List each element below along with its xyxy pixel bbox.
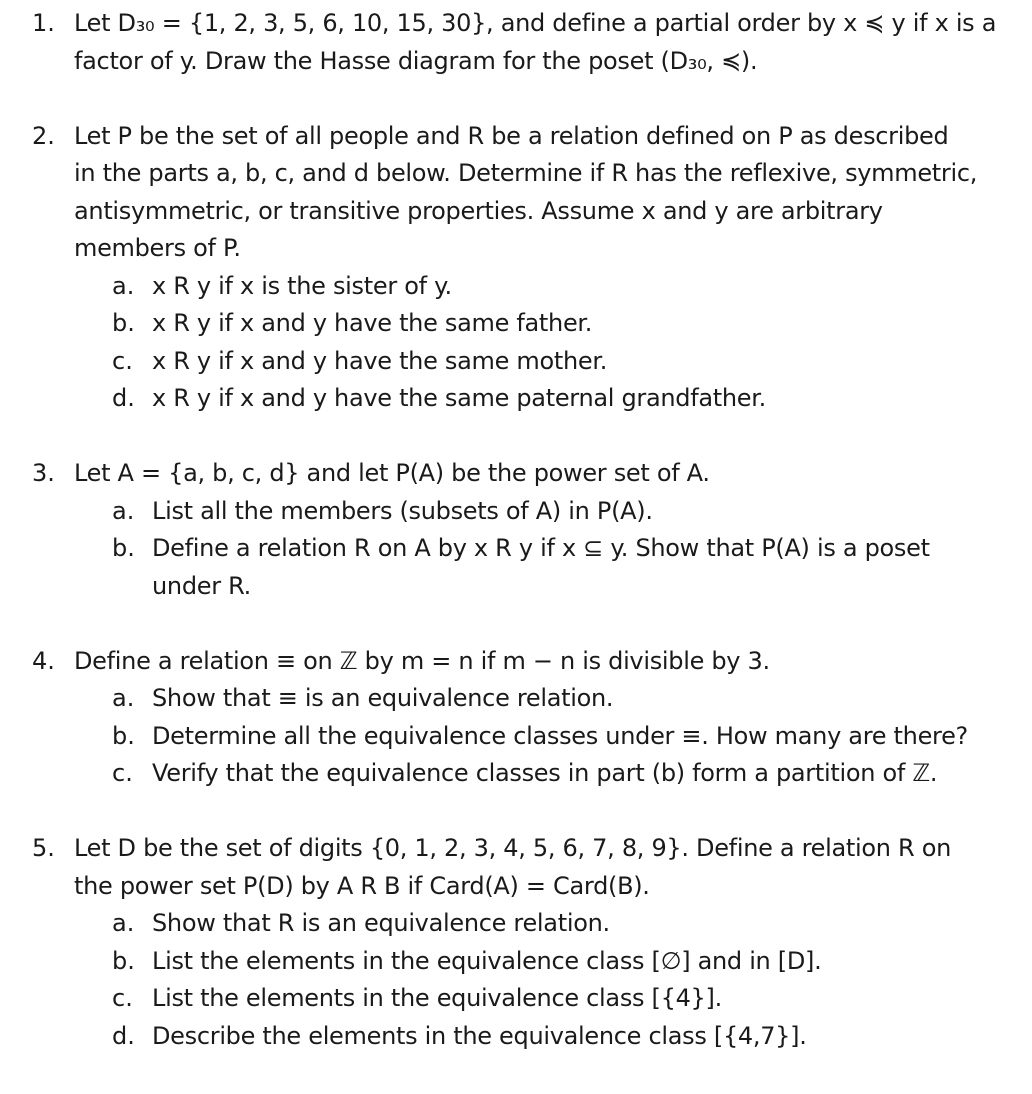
part-text-line: Show that R is an equivalence relation. [152, 909, 610, 937]
problem-text-line: members of P. [74, 234, 241, 262]
part-letter: b. [112, 721, 135, 750]
problem-number: 4. [32, 646, 55, 675]
part-text-line: Show that ≡ is an equivalence relation. [152, 684, 614, 712]
part-letter: a. [112, 684, 135, 712]
part-text-line: x R y if x and y have the same paternal grandfather. [152, 384, 766, 412]
problem-text-line: antisymmetric, or transitive properties. Assume x and y are arbitrary [74, 196, 883, 225]
problem-number: 5. [32, 834, 55, 862]
problem-number: 3. [32, 459, 55, 487]
part-letter: c. [112, 346, 133, 375]
part-letter: b. [112, 534, 135, 562]
problem-text-line: factor of y. Draw the Hasse diagram for the poset (D₃₀, ≼). [74, 46, 758, 75]
part-letter: b. [112, 946, 135, 975]
problem-number: 1. [32, 9, 55, 37]
problem-text-line: Let D be the set of digits {0, 1, 2, 3, 4, 5, 6, 7, 8, 9}. Define a relation R on [74, 834, 952, 862]
part-letter: a. [112, 909, 135, 937]
problem-text-line: the power set P(D) by A R B if Card(A) = Card(B). [74, 871, 650, 900]
part-letter: c. [112, 759, 133, 787]
part-text-line: Describe the elements in the equivalence class [{4,7}]. [152, 1021, 807, 1050]
problem-text-line: Define a relation ≡ on ℤ by m = n if m − n is divisible by 3. [74, 646, 770, 675]
part-letter: d. [112, 1021, 135, 1050]
part-text-line: Determine all the equivalence classes under ≡. How many are there? [152, 721, 968, 750]
part-text-line: List all the members (subsets of A) in P(A). [152, 496, 653, 525]
part-text-line: Define a relation R on A by x R y if x ⊆ y. Show that P(A) is a poset [152, 534, 930, 562]
part-text-line: under R. [152, 571, 251, 600]
part-text-line: List the elements in the equivalence class [{4}]. [152, 984, 722, 1012]
problem-number: 2. [32, 121, 55, 150]
problem-text-line: Let A = {a, b, c, d} and let P(A) be the power set of A. [74, 459, 710, 487]
problem-text-line: Let P be the set of all people and R be a relation defined on P as described [74, 121, 949, 150]
part-letter: a. [112, 496, 135, 525]
part-letter: d. [112, 384, 135, 412]
part-text-line: x R y if x is the sister of y. [152, 271, 452, 300]
part-text-line: x R y if x and y have the same father. [152, 309, 593, 337]
part-letter: c. [112, 984, 133, 1012]
part-letter: b. [112, 309, 135, 337]
part-letter: a. [112, 271, 135, 300]
part-text-line: x R y if x and y have the same mother. [152, 346, 608, 375]
part-text-line: Verify that the equivalence classes in part (b) form a partition of ℤ. [152, 759, 938, 787]
part-text-line: List the elements in the equivalence class [∅] and in [D]. [152, 946, 822, 975]
problem-text-line: in the parts a, b, c, and d below. Determine if R has the reflexive, symmetric, [74, 159, 978, 187]
problem-text-line: Let D₃₀ = {1, 2, 3, 5, 6, 10, 15, 30}, and define a partial order by x ≼ y if x is a [74, 9, 997, 37]
